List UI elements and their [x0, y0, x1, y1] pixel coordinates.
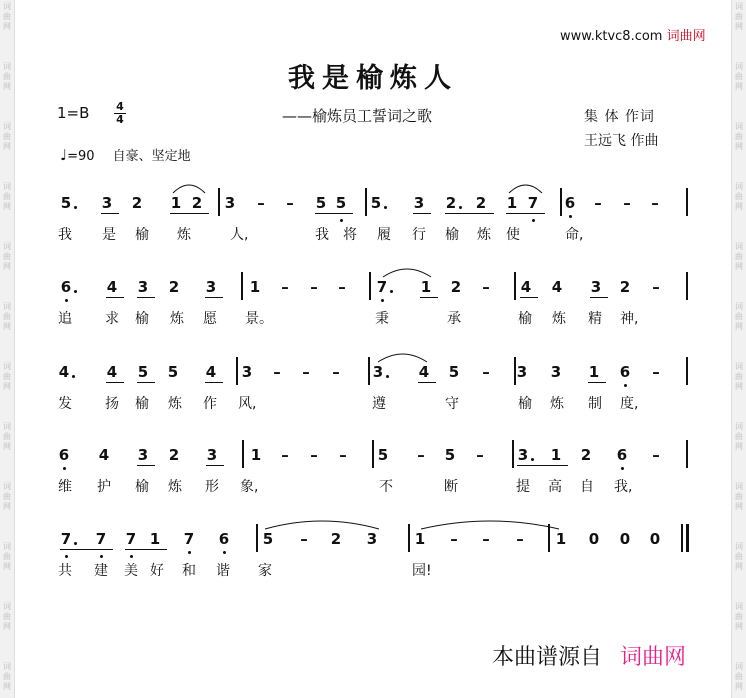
low-octave-dot [532, 219, 535, 222]
slur-arc [420, 516, 560, 530]
lyric-char: 神, [620, 311, 639, 327]
low-octave-dot [130, 555, 133, 558]
eighth-note-underline [413, 213, 431, 214]
low-octave-dot [65, 555, 68, 558]
eighth-note-underline [137, 297, 155, 298]
sustain-dash: – [310, 278, 318, 296]
sustain-dash: – [450, 530, 458, 548]
quarter-note-icon: ♩ [60, 146, 68, 164]
eighth-note-underline [590, 297, 608, 298]
note: 7 [95, 530, 107, 548]
note: 7 [60, 530, 72, 548]
lyric-char: 秉 [375, 311, 389, 327]
barline [372, 440, 374, 468]
note: 1 [420, 278, 432, 296]
eighth-note-underline [206, 465, 224, 466]
barline [686, 272, 688, 300]
eighth-note-underline [137, 465, 155, 466]
note: 3 [101, 194, 113, 212]
slur-arc [377, 349, 428, 363]
sustain-dash: – [257, 194, 265, 212]
tempo-marking [60, 145, 191, 164]
time-signature-top: 4 [116, 100, 124, 113]
footer-brand[interactable]: 词曲网 [620, 645, 687, 670]
lyric-char: 景。 [245, 311, 273, 327]
eighth-note-underline [420, 297, 438, 298]
watermark-text: 词 曲 网 [735, 2, 743, 31]
note: 7 [125, 530, 137, 548]
watermark-text: 词 曲 网 [735, 302, 743, 331]
lyric-char: 榆 [518, 311, 532, 327]
sustain-dash: – [273, 363, 281, 381]
note: 5 [137, 363, 149, 381]
sustain-dash: – [332, 363, 340, 381]
note: 3 [372, 363, 384, 381]
augmentation-dot [531, 458, 534, 461]
note: 0 [649, 530, 661, 548]
eighth-note-underline [520, 297, 538, 298]
slur-arc [172, 180, 206, 194]
lyric-char: 人, [230, 227, 249, 243]
song-title: 我是榆炼人 [288, 63, 458, 94]
note: 1 [250, 446, 262, 464]
lyric-char: 榆 [135, 227, 149, 243]
lyric-char: 履 [377, 227, 391, 243]
low-octave-dot [624, 384, 627, 387]
note: 0 [619, 530, 631, 548]
lyric-char: 共 [58, 563, 72, 579]
lyric-char: 园! [412, 563, 432, 579]
note: 3 [516, 363, 528, 381]
lyricist-credit: 集 体 作词 [584, 109, 655, 125]
augmentation-dot [386, 375, 389, 378]
note: 1 [588, 363, 600, 381]
note: 6 [564, 194, 576, 212]
watermark-text: 词 曲 网 [3, 2, 11, 31]
lyric-char: 和 [182, 563, 196, 579]
note: 2 [445, 194, 457, 212]
lyric-char: 象, [240, 479, 259, 495]
note: 2 [330, 530, 342, 548]
sustain-dash: – [310, 446, 318, 464]
note: 5 [167, 363, 179, 381]
watermark-text: 词 曲 网 [3, 482, 11, 511]
eighth-note-underline [418, 382, 436, 383]
note: 3 [206, 446, 218, 464]
note: 2 [191, 194, 203, 212]
footer-source[interactable] [492, 640, 686, 671]
sustain-dash: – [302, 363, 310, 381]
watermark-text: 词 曲 网 [3, 182, 11, 211]
barline [218, 188, 220, 216]
time-signature [114, 101, 126, 126]
lyric-char: 行 [412, 227, 426, 243]
note: 1 [506, 194, 518, 212]
sustain-dash: – [594, 194, 602, 212]
tempo-value: =90 [67, 149, 95, 164]
site-url[interactable]: www.ktvc8.com [560, 29, 663, 44]
watermark-text: 词 曲 网 [3, 542, 11, 571]
note: 2 [131, 194, 143, 212]
note: 6 [619, 363, 631, 381]
note: 3 [205, 278, 217, 296]
note: 1 [249, 278, 261, 296]
sustain-dash: – [338, 278, 346, 296]
note: 5 [370, 194, 382, 212]
augmentation-dot [74, 290, 77, 293]
note: 5 [377, 446, 389, 464]
note: 3 [413, 194, 425, 212]
lyric-char: 家 [258, 563, 272, 579]
augmentation-dot [74, 206, 77, 209]
watermark-text: 词 曲 网 [735, 662, 743, 691]
note: 7 [376, 278, 388, 296]
score-row [0, 510, 746, 590]
note: 4 [106, 278, 118, 296]
barline [241, 272, 243, 300]
note: 2 [619, 278, 631, 296]
barline [560, 188, 562, 216]
lyric-char: 制 [588, 396, 602, 412]
lyric-char: 守 [445, 396, 459, 412]
lyric-char: 炼 [177, 227, 191, 243]
eighth-note-underline [517, 465, 568, 466]
tempo-expression: 自豪、坚定地 [112, 149, 191, 164]
lyric-char: 求 [105, 311, 119, 327]
sustain-dash: – [281, 446, 289, 464]
watermark-text: 词 曲 网 [3, 662, 11, 691]
note: 5 [315, 194, 327, 212]
augmentation-dot [390, 290, 393, 293]
lyric-char: 扬 [105, 396, 119, 412]
low-octave-dot [340, 219, 343, 222]
note: 4 [106, 363, 118, 381]
eighth-note-underline [60, 549, 113, 550]
lyric-char: 榆 [135, 396, 149, 412]
watermark-text: 词 曲 网 [735, 182, 743, 211]
note: 1 [555, 530, 567, 548]
lyric-char: 好 [150, 563, 164, 579]
note: 3 [224, 194, 236, 212]
low-octave-dot [65, 299, 68, 302]
lyric-char: 作 [203, 396, 217, 412]
slur-arc [508, 180, 543, 194]
barline [514, 272, 516, 300]
barline [408, 524, 410, 552]
score-row [0, 343, 746, 423]
note: 1 [550, 446, 562, 464]
lyric-char: 炼 [477, 227, 491, 243]
lyric-char: 追 [58, 311, 72, 327]
eighth-note-underline [125, 549, 167, 550]
lyric-char: 我, [614, 479, 633, 495]
lyric-char: 护 [97, 479, 111, 495]
note: 2 [168, 278, 180, 296]
note: 4 [58, 363, 70, 381]
low-octave-dot [381, 299, 384, 302]
watermark-text: 词 曲 网 [3, 122, 11, 151]
lyric-char: 我 [58, 227, 72, 243]
eighth-note-underline [101, 213, 119, 214]
lyric-char: 度, [620, 396, 639, 412]
low-octave-dot [63, 467, 66, 470]
lyric-char: 命, [565, 227, 584, 243]
lyric-char: 榆 [135, 479, 149, 495]
eighth-note-underline [205, 297, 223, 298]
lyric-char: 遵 [372, 396, 386, 412]
eighth-note-underline [588, 382, 606, 383]
eighth-note-underline [315, 213, 353, 214]
low-octave-dot [188, 551, 191, 554]
barline [368, 357, 370, 385]
eighth-note-underline [205, 382, 223, 383]
barline [242, 440, 244, 468]
watermark-text: 词 曲 网 [3, 62, 11, 91]
lyric-char: 我 [315, 227, 329, 243]
score-row [0, 174, 746, 254]
note: 2 [475, 194, 487, 212]
note: 1 [414, 530, 426, 548]
watermark-text: 词 曲 网 [3, 602, 11, 631]
note: 3 [137, 446, 149, 464]
note: 5 [335, 194, 347, 212]
watermark-text: 词 曲 网 [3, 422, 11, 451]
sustain-dash: – [651, 194, 659, 212]
watermark-text: 词 曲 网 [735, 602, 743, 631]
sustain-dash: – [482, 278, 490, 296]
lyric-char: 形 [205, 479, 219, 495]
lyric-char: 炼 [168, 479, 182, 495]
note: 4 [520, 278, 532, 296]
sustain-dash: – [516, 530, 524, 548]
note: 3 [241, 363, 253, 381]
eighth-note-underline [445, 213, 494, 214]
watermark-text: 词 曲 网 [3, 362, 11, 391]
note: 6 [616, 446, 628, 464]
eighth-note-underline [170, 213, 209, 214]
lyric-char: 高 [548, 479, 562, 495]
note: 7 [183, 530, 195, 548]
lyric-char: 炼 [168, 396, 182, 412]
note: 6 [218, 530, 230, 548]
lyric-char: 炼 [552, 311, 566, 327]
note: 3 [366, 530, 378, 548]
time-signature-bottom: 4 [116, 113, 124, 126]
note: 5 [60, 194, 72, 212]
augmentation-dot [459, 206, 462, 209]
sustain-dash: – [623, 194, 631, 212]
low-octave-dot [100, 555, 103, 558]
low-octave-dot [621, 467, 624, 470]
note: 3 [550, 363, 562, 381]
barline [512, 440, 514, 468]
lyric-char: 愿 [203, 311, 217, 327]
score-row [0, 426, 746, 506]
slur-arc [264, 516, 380, 530]
watermark-text: 词 曲 网 [735, 542, 743, 571]
lyric-char: 提 [516, 479, 530, 495]
watermark-text: 词 曲 网 [735, 62, 743, 91]
watermark-text: 词 曲 网 [735, 362, 743, 391]
note: 1 [149, 530, 161, 548]
note: 7 [527, 194, 539, 212]
sustain-dash: – [476, 446, 484, 464]
augmentation-dot [74, 542, 77, 545]
lyric-char: 美 [124, 563, 138, 579]
lyric-char: 维 [58, 479, 72, 495]
note: 6 [60, 278, 72, 296]
eighth-note-underline [106, 382, 124, 383]
lyric-char: 风, [238, 396, 257, 412]
barline [236, 357, 238, 385]
augmentation-dot [72, 375, 75, 378]
lyric-char: 自 [580, 479, 594, 495]
lyric-char: 榆 [518, 396, 532, 412]
watermark-text: 词 曲 网 [3, 242, 11, 271]
sustain-dash: – [482, 363, 490, 381]
score-row [0, 258, 746, 338]
lyric-char: 榆 [135, 311, 149, 327]
note: 5 [444, 446, 456, 464]
lyric-char: 断 [444, 479, 458, 495]
note: 3 [590, 278, 602, 296]
barline [686, 357, 688, 385]
sustain-dash: – [652, 446, 660, 464]
barline [686, 440, 688, 468]
watermark-text: 词 曲 网 [735, 242, 743, 271]
lyric-char: 建 [94, 563, 108, 579]
note: 5 [262, 530, 274, 548]
lyric-char: 承 [447, 311, 461, 327]
footer-text: 本曲谱源自 [492, 645, 603, 670]
barline [256, 524, 258, 552]
note: 4 [205, 363, 217, 381]
key-signature: 1=B [57, 104, 90, 122]
lyric-char: 不 [379, 479, 393, 495]
barline [514, 357, 516, 385]
eighth-note-underline [137, 382, 155, 383]
note: 5 [448, 363, 460, 381]
note: 2 [168, 446, 180, 464]
watermark-text: 词 曲 网 [3, 302, 11, 331]
low-octave-dot [223, 551, 226, 554]
augmentation-dot [384, 206, 387, 209]
sustain-dash: – [652, 278, 660, 296]
note: 2 [580, 446, 592, 464]
song-subtitle: ——榆炼员工誓词之歌 [282, 107, 433, 125]
sustain-dash: – [652, 363, 660, 381]
lyric-char: 炼 [550, 396, 564, 412]
sustain-dash: – [339, 446, 347, 464]
barline [686, 188, 688, 216]
watermark-text: 词 曲 网 [735, 482, 743, 511]
eighth-note-underline [506, 213, 545, 214]
note: 4 [98, 446, 110, 464]
sustain-dash: – [300, 530, 308, 548]
composer-credit: 王远飞 作曲 [584, 133, 659, 149]
slur-arc [382, 264, 432, 278]
final-barline [686, 524, 689, 552]
sustain-dash: – [482, 530, 490, 548]
note: 4 [418, 363, 430, 381]
eighth-note-underline [106, 297, 124, 298]
sustain-dash: – [417, 446, 425, 464]
note: 4 [551, 278, 563, 296]
note: 6 [58, 446, 70, 464]
watermark-text: 词 曲 网 [735, 422, 743, 451]
note: 0 [588, 530, 600, 548]
lyric-char: 精 [588, 311, 602, 327]
note: 3 [137, 278, 149, 296]
lyric-char: 使 [506, 227, 520, 243]
lyric-char: 是 [102, 227, 116, 243]
sustain-dash: – [286, 194, 294, 212]
lyric-char: 炼 [170, 311, 184, 327]
note: 3 [517, 446, 529, 464]
note: 2 [450, 278, 462, 296]
site-header[interactable] [560, 25, 706, 44]
watermark-text: 词 曲 网 [735, 122, 743, 151]
sustain-dash: – [281, 278, 289, 296]
barline [369, 272, 371, 300]
lyric-char: 将 [343, 227, 357, 243]
barline [681, 524, 683, 552]
site-name[interactable]: 词曲网 [666, 29, 706, 44]
lyric-char: 榆 [445, 227, 459, 243]
low-octave-dot [569, 215, 572, 218]
note: 1 [170, 194, 182, 212]
barline [365, 188, 367, 216]
lyric-char: 发 [58, 396, 72, 412]
lyric-char: 谐 [216, 563, 230, 579]
